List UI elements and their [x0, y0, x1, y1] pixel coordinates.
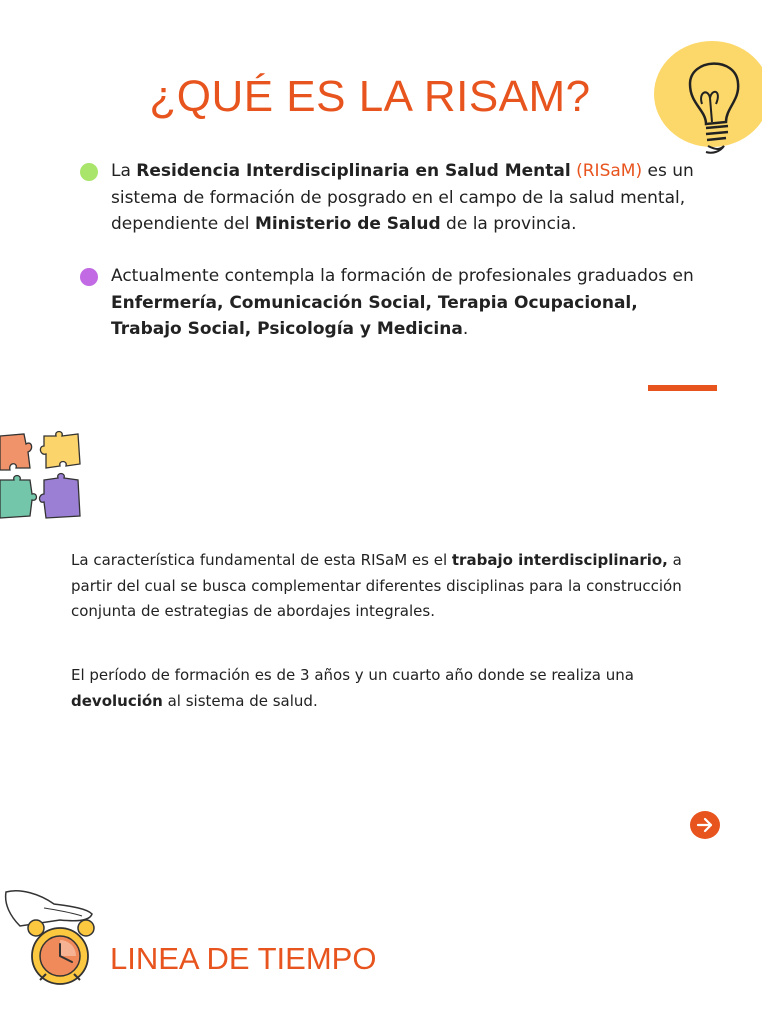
bold-text: trabajo interdisciplinario, — [451, 551, 668, 569]
text-run: es un sistema de formación de posgrado en el campo de la salud mental, dependiente del — [111, 161, 694, 234]
bold-text: Enfermería, Comunicación Social, Terapia Ocupacional, Trabajo Social, Psicología y Medicina — [111, 292, 638, 339]
text-run: al sistema de salud. — [162, 691, 318, 710]
arrow-right-icon — [690, 811, 720, 839]
page-title: ¿QUÉ ES LA RISAM? — [149, 72, 591, 121]
text-run: a partir del cual se busca complementar diferentes disciplinas para la construcción conjunta de estrategias de abordajes integrales. — [71, 551, 682, 620]
text-run: La — [111, 161, 137, 181]
lightbulb-icon — [650, 38, 762, 160]
bullet-text — [111, 158, 700, 238]
bullet-professions — [80, 263, 700, 343]
text-run: . — [462, 319, 469, 339]
bullet-risam-definition — [80, 158, 700, 238]
paragraph-interdisciplinary — [71, 548, 711, 625]
section-heading-timeline: LINEA DE TIEMPO — [110, 941, 377, 976]
bullet-dot — [80, 163, 98, 181]
paragraph-training-period — [71, 663, 711, 714]
bullet-dot — [80, 268, 98, 286]
text-run: de la provincia. — [440, 214, 577, 234]
next-button[interactable] — [690, 811, 720, 839]
section-divider — [648, 385, 717, 391]
bold-text: Ministerio de Salud — [254, 214, 441, 234]
alarm-clock-icon — [0, 886, 100, 986]
highlight-text: (RISaM) — [576, 161, 643, 181]
text-run: Actualmente contempla la formación de profesionales graduados en — [111, 266, 694, 286]
bold-text: Residencia Interdisciplinaria en Salud Mental — [136, 161, 571, 181]
bullet-text — [111, 263, 700, 343]
text-run: La característica fundamental de esta RISaM es el — [71, 551, 452, 569]
bold-text: devolución — [71, 691, 163, 710]
text-run: El período de formación es de 3 años y un cuarto año donde se realiza una — [71, 666, 634, 684]
puzzle-pieces-icon — [0, 428, 84, 524]
